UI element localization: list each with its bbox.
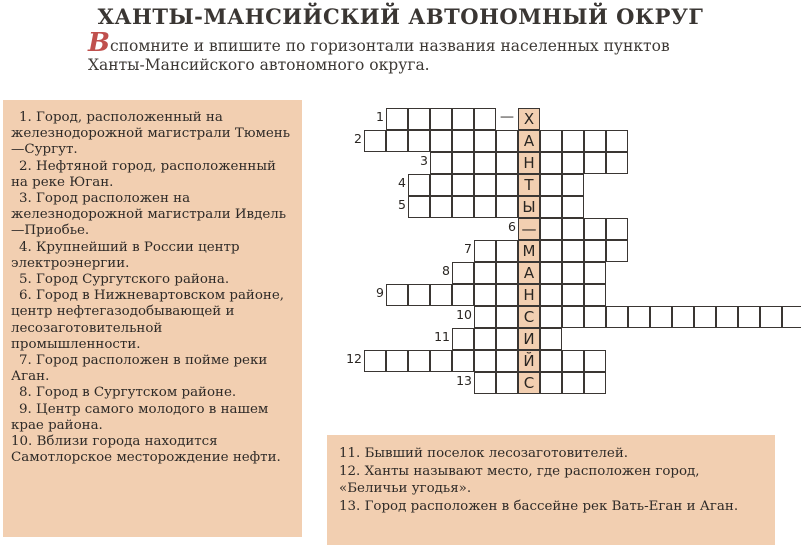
crossword-cell[interactable] [562,152,584,174]
crossword-key-cell: С [518,306,540,328]
clue-12: 12. Ханты называют место, где расположен город, «Беличьи угодья». [339,463,700,496]
crossword-cell[interactable] [562,218,584,240]
crossword-cell[interactable] [430,174,452,196]
clue-3: 3. Город расположен на железнодорожной магистрали Ивдель—Приобье. [11,191,287,239]
crossword-cell[interactable] [496,372,518,394]
crossword-cell[interactable] [540,240,562,262]
crossword-key-cell: Ы [518,196,540,218]
crossword-cell[interactable] [386,130,408,152]
crossword-cell[interactable] [496,174,518,196]
crossword-cell[interactable] [474,130,496,152]
crossword-row-number: 4 [398,175,406,190]
crossword-dash: — [500,109,514,125]
crossword-cell[interactable] [364,350,386,372]
crossword-cell[interactable] [430,284,452,306]
crossword-cell[interactable] [782,306,801,328]
crossword-cell[interactable] [628,306,650,328]
instructions-line-2: Ханты-Мансийского автономного округа. [88,56,430,74]
crossword-cell[interactable] [584,240,606,262]
crossword-cell[interactable] [408,108,430,130]
crossword-row-number: 5 [398,197,406,212]
page-title: ХАНТЫ-МАНСИЙСКИЙ АВТОНОМНЫЙ ОКРУГ [97,4,704,29]
crossword-cell[interactable] [496,130,518,152]
crossword-cell[interactable] [760,306,782,328]
crossword-cell[interactable] [386,108,408,130]
crossword-cell[interactable] [584,130,606,152]
crossword-cell[interactable] [496,240,518,262]
crossword-key-cell: — [518,218,540,240]
crossword-row-number: 6 [508,219,516,234]
crossword-key-cell: И [518,328,540,350]
crossword-cell[interactable] [584,152,606,174]
crossword-cell[interactable] [562,174,584,196]
crossword-cell[interactable] [694,306,716,328]
crossword-cell[interactable] [540,196,562,218]
crossword-cell[interactable] [562,372,584,394]
drop-cap: В [88,28,110,58]
crossword-cell[interactable] [430,130,452,152]
crossword-key-cell: С [518,372,540,394]
crossword-key-cell: А [518,262,540,284]
crossword-cell[interactable] [474,152,496,174]
crossword-row-number: 8 [442,263,450,278]
clue-2: 2. Нефтяной город, расположенный на реке Юган. [11,158,276,190]
clue-8: 8. Город в Сургутском районе. [19,385,237,401]
crossword-key-cell: Т [518,174,540,196]
crossword-row-number: 12 [346,351,362,366]
crossword-row-number: 3 [420,153,428,168]
crossword-cell[interactable] [584,218,606,240]
crossword-cell[interactable] [606,306,628,328]
crossword-cell[interactable] [584,350,606,372]
crossword-cell[interactable] [386,284,408,306]
crossword-cell[interactable] [606,240,628,262]
crossword-cell[interactable] [386,350,408,372]
instructions [88,28,788,75]
crossword-cell[interactable] [540,350,562,372]
crossword-cell[interactable] [474,306,496,328]
crossword-cell[interactable] [584,372,606,394]
crossword-cell[interactable] [474,372,496,394]
clue-4: 4. Крупнейший в России центр электроэнергии. [11,239,240,271]
crossword-cell[interactable] [562,350,584,372]
crossword-cell[interactable] [540,372,562,394]
crossword-cell[interactable] [474,174,496,196]
crossword-cell[interactable] [474,328,496,350]
clue-13: 13. Город расположен в бассейне рек Вать-Еган и Аган. [339,498,739,514]
crossword-cell[interactable] [474,196,496,218]
crossword-row-number: 2 [354,131,362,146]
crossword-cell[interactable] [540,328,562,350]
crossword-cell[interactable] [540,262,562,284]
crossword-cell[interactable] [540,218,562,240]
crossword-key-cell: А [518,130,540,152]
clues-panel-left [3,100,302,537]
crossword-cell[interactable] [540,284,562,306]
crossword-cell[interactable] [364,130,386,152]
crossword-cell[interactable] [562,196,584,218]
clue-10: 10. Вблизи города находится Самотлорское месторождение нефти. [11,434,281,466]
crossword-cell[interactable] [474,240,496,262]
instructions-line-1: спомните и впишите по горизонтали названия населенных пунктов [109,37,670,55]
clue-5: 5. Город Сургутского района. [19,272,230,288]
crossword-cell[interactable] [408,196,430,218]
crossword-cell[interactable] [452,174,474,196]
crossword-cell[interactable] [540,174,562,196]
crossword-cell[interactable] [606,218,628,240]
crossword-cell[interactable] [672,306,694,328]
clue-11: 11. Бывший поселок лесозаготовителей. [339,446,628,461]
crossword-cell[interactable] [562,262,584,284]
crossword-cell[interactable] [738,306,760,328]
crossword-cell[interactable] [452,350,474,372]
crossword-cell[interactable] [408,130,430,152]
crossword-cell[interactable] [650,306,672,328]
crossword-cell[interactable] [496,328,518,350]
crossword-key-cell: Й [518,350,540,372]
crossword-cell[interactable] [452,130,474,152]
crossword-cell[interactable] [452,328,474,350]
crossword-cell[interactable] [496,350,518,372]
crossword-cell[interactable] [716,306,738,328]
crossword-cell[interactable] [496,284,518,306]
crossword-cell[interactable] [584,262,606,284]
crossword-cell[interactable] [430,152,452,174]
crossword-cell[interactable] [562,240,584,262]
clue-1: 1. Город, расположенный на железнодорожной магистрали Тюмень—Сургут. [11,110,291,158]
clue-6: 6. Город в Нижневартовском районе, центр нефтегазодобывающей и лесозаготовительной промышленности. [11,288,285,352]
crossword-row-number: 1 [376,109,384,124]
crossword-cell[interactable] [606,152,628,174]
crossword-cell[interactable] [562,306,584,328]
crossword-row-number: 13 [456,373,472,388]
crossword-cell[interactable] [496,196,518,218]
crossword-cell[interactable] [452,108,474,130]
crossword-row-number: 10 [456,307,472,322]
crossword-cell[interactable] [408,350,430,372]
crossword-key-cell: Х [518,108,540,130]
crossword-cell[interactable] [452,152,474,174]
crossword-cell[interactable] [584,306,606,328]
crossword-cell[interactable] [540,306,562,328]
crossword-row-number: 9 [376,285,384,300]
crossword-cell[interactable] [540,152,562,174]
crossword-row-number: 7 [464,241,472,256]
clue-9: 9. Центр самого молодого в нашем крае района. [11,401,269,433]
crossword-cell[interactable] [496,306,518,328]
crossword-cell[interactable] [430,350,452,372]
crossword-cell[interactable] [562,284,584,306]
crossword-cell[interactable] [474,108,496,130]
crossword-cell[interactable] [408,174,430,196]
clue-7: 7. Город расположен в пойме реки Аган. [11,353,268,385]
crossword-cell[interactable] [430,108,452,130]
crossword-cell[interactable] [452,196,474,218]
crossword-cell[interactable] [430,196,452,218]
crossword-cell[interactable] [496,262,518,284]
crossword-key-cell: Н [518,284,540,306]
clues-panel-right [327,435,775,545]
crossword-key-cell: Н [518,152,540,174]
crossword-cell[interactable] [474,284,496,306]
crossword-key-cell: М [518,240,540,262]
crossword-cell[interactable] [540,130,562,152]
crossword-cell[interactable] [474,262,496,284]
crossword-cell[interactable] [408,284,430,306]
crossword-cell[interactable] [474,350,496,372]
crossword-cell[interactable] [452,262,474,284]
crossword-cell[interactable] [606,130,628,152]
crossword-cell[interactable] [452,284,474,306]
crossword-cell[interactable] [496,152,518,174]
crossword-cell[interactable] [562,130,584,152]
crossword-cell[interactable] [584,284,606,306]
crossword-row-number: 11 [434,329,450,344]
